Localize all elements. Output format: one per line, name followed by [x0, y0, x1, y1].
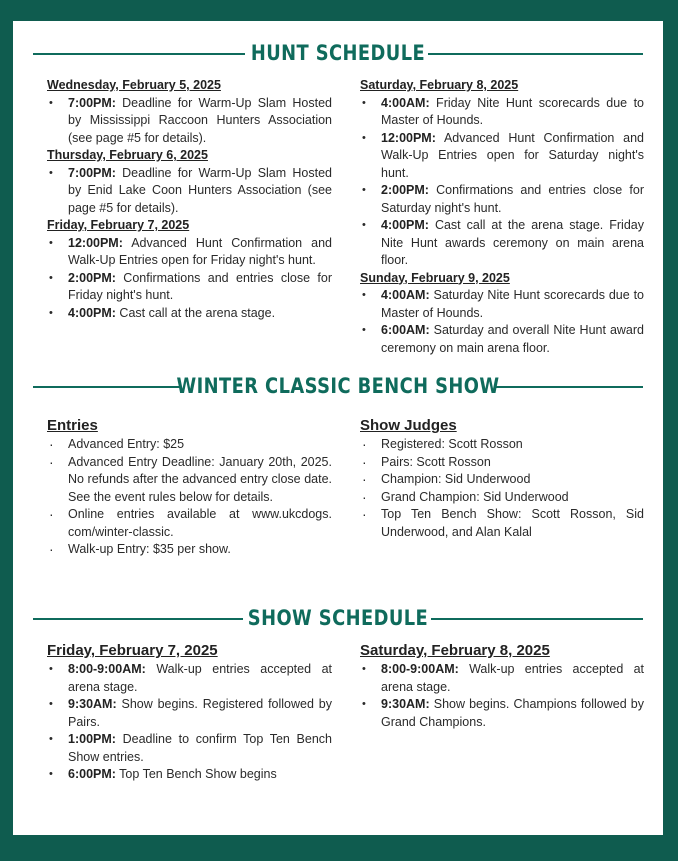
item-time: 1:00PM: [68, 732, 116, 746]
item-time: 12:00PM: [381, 130, 436, 145]
item-time: 8:00-9:00AM: [68, 662, 146, 676]
judge-item: · Top Ten Bench Show: Scott Rosson, Sid Underwood, and Alan Kalal [360, 506, 644, 541]
page [13, 21, 663, 835]
schedule-list [47, 235, 332, 323]
schedule-item [47, 766, 332, 784]
show-schedule-header [33, 603, 643, 633]
entry-item: · Walk-up Entry: $35 per show. [47, 541, 332, 559]
schedule-item [360, 696, 644, 731]
item-time: 4:00AM: [381, 95, 430, 110]
schedule-item [47, 305, 332, 323]
item-text: Confirmations and entries close for Saturday night's hunt. [381, 183, 644, 215]
schedule-list [47, 165, 332, 218]
item-text: Friday Nite Hunt scorecards due to Master of Hounds. [381, 95, 644, 127]
entries-column [47, 415, 332, 559]
item-text: Advanced Hunt Confirmation and Walk-Up Entries open for Friday night's hunt. [68, 235, 332, 267]
entries-list [47, 436, 332, 559]
entry-item: · Advanced Entry Deadline: January 20th, 2025. No refunds after the advanced entry close date. See the event rules below for details. [47, 454, 332, 507]
schedule-item [47, 731, 332, 766]
item-text: Top Ten Bench Show begins [115, 767, 277, 781]
item-time: 6:00PM: [68, 767, 116, 781]
schedule-item [360, 322, 644, 357]
hunt-left-column [47, 77, 332, 322]
schedule-item [47, 661, 332, 696]
schedule-item [360, 217, 644, 270]
schedule-item [47, 696, 332, 731]
item-time: 2:00PM: [68, 270, 116, 285]
item-time: 4:00PM: [68, 305, 116, 320]
item-time: 4:00PM: [381, 218, 429, 232]
day-heading: Friday, February 7, 2025 [47, 218, 190, 232]
item-time: 6:00AM: [381, 323, 430, 337]
schedule-item [360, 182, 644, 217]
show-right-column [360, 640, 644, 731]
schedule-list [47, 95, 332, 148]
judge-item: · Champion: Sid Underwood [360, 471, 644, 489]
schedule-item [360, 661, 644, 696]
show-schedule-title: SHOW SCHEDULE [247, 606, 429, 630]
item-text: Walk-up entries accepted at arena stage. [68, 662, 332, 694]
item-time: 4:00AM: [381, 288, 430, 302]
item-time: 8:00-9:00AM: [381, 662, 459, 676]
schedule-list [360, 287, 644, 357]
item-text: Advanced Hunt Confirmation and Walk-Up Entries open for Saturday night's hunt. [381, 130, 644, 180]
item-time: 7:00PM: [68, 165, 116, 180]
judges-list [360, 436, 644, 541]
day-heading: Saturday, February 8, 2025 [360, 78, 519, 92]
day-heading: Sunday, February 9, 2025 [360, 270, 510, 285]
entry-item: · Online entries available at www.ukcdogs. com/winter-classic. [47, 506, 332, 541]
item-time: 9:30AM: [68, 697, 117, 711]
item-text: Confirmations and entries close for Friday night's hunt. [68, 270, 332, 302]
schedule-list [360, 661, 644, 731]
hunt-schedule-title: HUNT SCHEDULE [250, 41, 426, 65]
entries-heading: Entries [47, 417, 98, 434]
day-heading: Friday, February 7, 2025 [47, 642, 218, 659]
schedule-item [47, 165, 332, 218]
item-text: Show begins. Registered followed by Pairs. [68, 697, 332, 729]
judge-item: · Pairs: Scott Rosson [360, 454, 644, 472]
schedule-item [47, 95, 332, 148]
item-text: Show begins. Champions followed by Grand Champions. [381, 697, 644, 729]
schedule-item [47, 235, 332, 270]
item-text: Cast call at the arena stage. Friday Nite Hunt awards ceremony on main arena floor. [381, 218, 644, 267]
judges-heading: Show Judges [360, 417, 457, 434]
schedule-item [360, 130, 644, 183]
hunt-schedule-header [33, 38, 643, 68]
item-time: 12:00PM: [68, 235, 123, 250]
item-text: Deadline to confirm Top Ten Bench Show entries. [68, 732, 332, 764]
schedule-item [360, 95, 644, 130]
show-left-column [47, 640, 332, 784]
schedule-item [360, 287, 644, 322]
item-time: 9:30AM: [381, 697, 430, 711]
schedule-list [47, 661, 332, 784]
item-text: Walk-up entries accepted at arena stage. [381, 662, 644, 694]
item-text: Cast call at the arena stage. [115, 305, 276, 320]
schedule-item [47, 270, 332, 305]
entry-item: · Advanced Entry: $25 [47, 436, 332, 454]
hunt-right-column [360, 77, 644, 357]
item-text: Saturday and overall Nite Hunt award ceremony on main arena floor. [381, 323, 644, 355]
judges-column [360, 415, 644, 541]
day-heading: Thursday, February 6, 2025 [47, 148, 208, 162]
judge-item: · Registered: Scott Rosson [360, 436, 644, 454]
item-time: 7:00PM: [68, 95, 116, 110]
bench-show-title: WINTER CLASSIC BENCH SHOW [176, 374, 500, 398]
bench-show-header [33, 371, 643, 401]
item-text: Deadline for Warm-Up Slam Hosted by Mississippi Raccoon Hunters Association (see page #5 for details). [68, 95, 332, 145]
item-text: Saturday Nite Hunt scorecards due to Master of Hounds. [381, 288, 644, 320]
item-text: Deadline for Warm-Up Slam Hosted by Enid Lake Coon Hunters Association (see page #5 for details). [68, 165, 332, 215]
day-heading: Saturday, February 8, 2025 [360, 642, 550, 659]
judge-item: · Grand Champion: Sid Underwood [360, 489, 644, 507]
item-time: 2:00PM: [381, 183, 429, 197]
day-heading: Wednesday, February 5, 2025 [47, 78, 221, 92]
schedule-list [360, 95, 644, 270]
